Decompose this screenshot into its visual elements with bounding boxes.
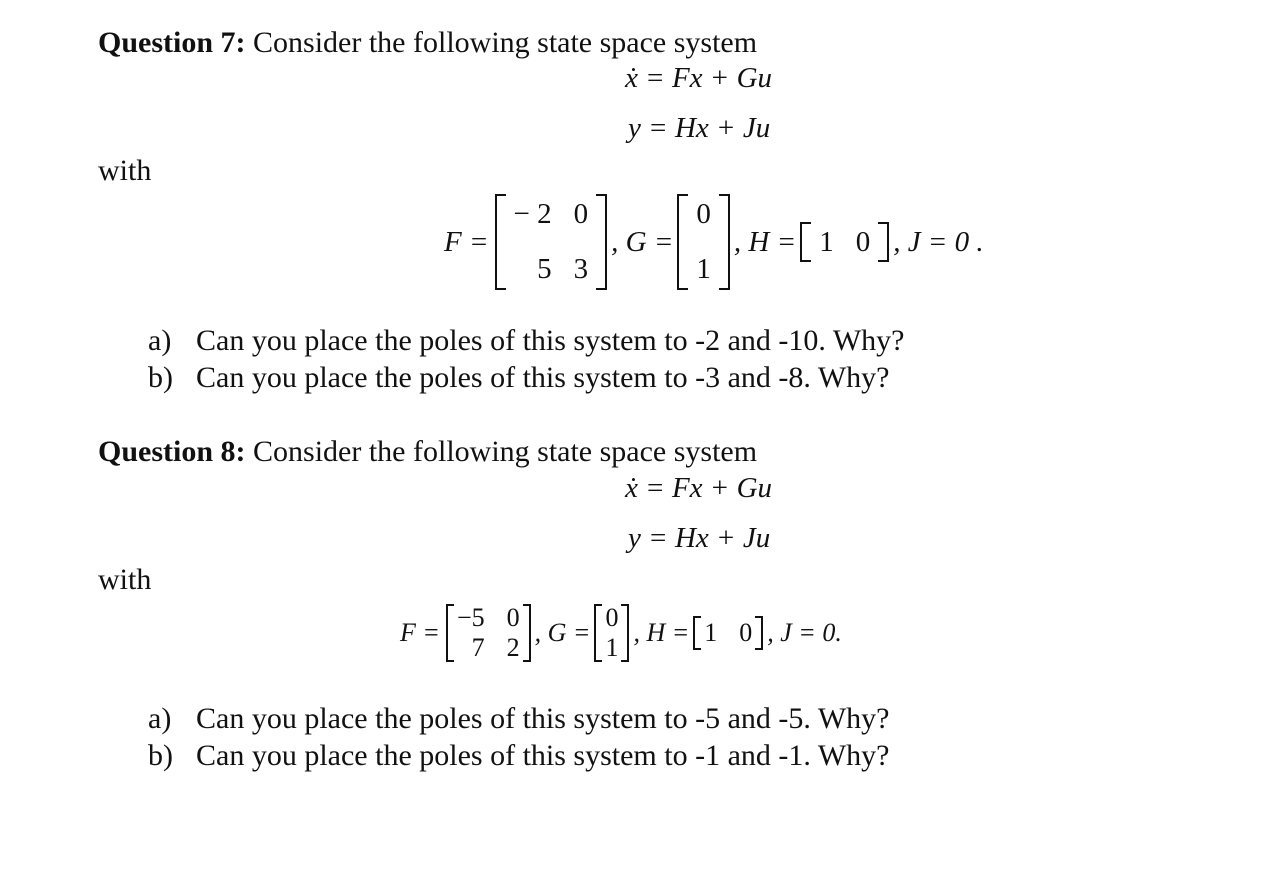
system-matrices [396,604,846,662]
matrix-entry: 5 [537,253,552,285]
with-label: with [98,154,152,187]
part-label: a) [148,702,172,735]
matrix-entry: −5 [456,603,485,632]
part-a [148,324,905,358]
part-label: a) [148,324,172,357]
matrix-cells [506,194,597,290]
matrix-label-H: , H = [733,225,797,258]
state-equation: ẋ = Fx + Gu [625,472,773,504]
matrix-label-G: , G = [534,618,591,647]
right-bracket [596,194,607,290]
matrix-entry: 1 [605,633,619,662]
left-bracket [693,616,701,650]
left-bracket [446,604,454,662]
right-bracket [755,616,763,650]
part-label: b) [148,739,173,772]
matrix-cells [701,616,755,650]
matrix-entry: 1 [696,253,711,285]
matrix-label-J: , J = 0 . [893,225,984,258]
part-text: Can you place the poles of this system to -1 and -1. Why? [196,739,890,772]
output-equation: y = Hx + Ju [628,112,771,144]
matrix-entry: 0 [605,603,619,632]
matrix-label-G: , G = [611,225,674,258]
right-bracket [719,194,730,290]
left-bracket [495,194,506,290]
question-prompt: Consider the following state space system [245,26,758,59]
left-bracket [800,222,811,262]
matrix-G [677,194,730,290]
matrix-entry: − 2 [513,198,552,230]
question-number: Question 7: [98,26,246,59]
state-equation: ẋ = Fx + Gu [625,62,773,94]
matrix-G [594,604,629,662]
matrix-cells [454,604,523,662]
left-bracket [594,604,602,662]
matrix-cells [602,604,621,662]
part-label: b) [148,361,173,394]
question-title [98,435,757,469]
matrix-entry: 0 [855,225,871,258]
matrix-label-J: , J = 0. [767,618,842,647]
matrix-entry: 0 [506,603,520,632]
matrix-entry: 1 [704,618,718,647]
matrix-cells [688,194,719,290]
matrix-label-H: , H = [633,618,690,647]
system-matrices [440,194,988,290]
question-title [98,26,757,60]
matrix-entry: 3 [573,253,589,285]
matrix-F [446,604,531,662]
matrix-entry: 0 [573,198,589,230]
right-bracket [621,604,629,662]
part-text: Can you place the poles of this system to -3 and -8. Why? [196,361,890,394]
right-bracket [523,604,531,662]
matrix-entry: 1 [819,225,834,258]
matrix-entry: 2 [506,633,520,662]
right-bracket [878,222,889,262]
part-b [148,739,890,773]
matrix-entry: 0 [739,618,753,647]
part-b [148,361,890,395]
matrix-cells [811,222,878,262]
matrix-H [800,222,889,262]
question-number: Question 8: [98,435,246,468]
part-text: Can you place the poles of this system to -2 and -10. Why? [196,324,905,357]
question-prompt: Consider the following state space system [245,435,758,468]
part-a [148,702,890,736]
matrix-label-F: F = [444,225,489,258]
matrix-entry: 7 [471,633,485,662]
with-label: with [98,563,152,596]
matrix-H [693,616,763,650]
left-bracket [677,194,688,290]
matrix-F [495,194,608,290]
output-equation: y = Hx + Ju [628,522,771,554]
matrix-label-F: F = [400,618,440,647]
part-text: Can you place the poles of this system to -5 and -5. Why? [196,702,890,735]
matrix-entry: 0 [696,198,711,230]
